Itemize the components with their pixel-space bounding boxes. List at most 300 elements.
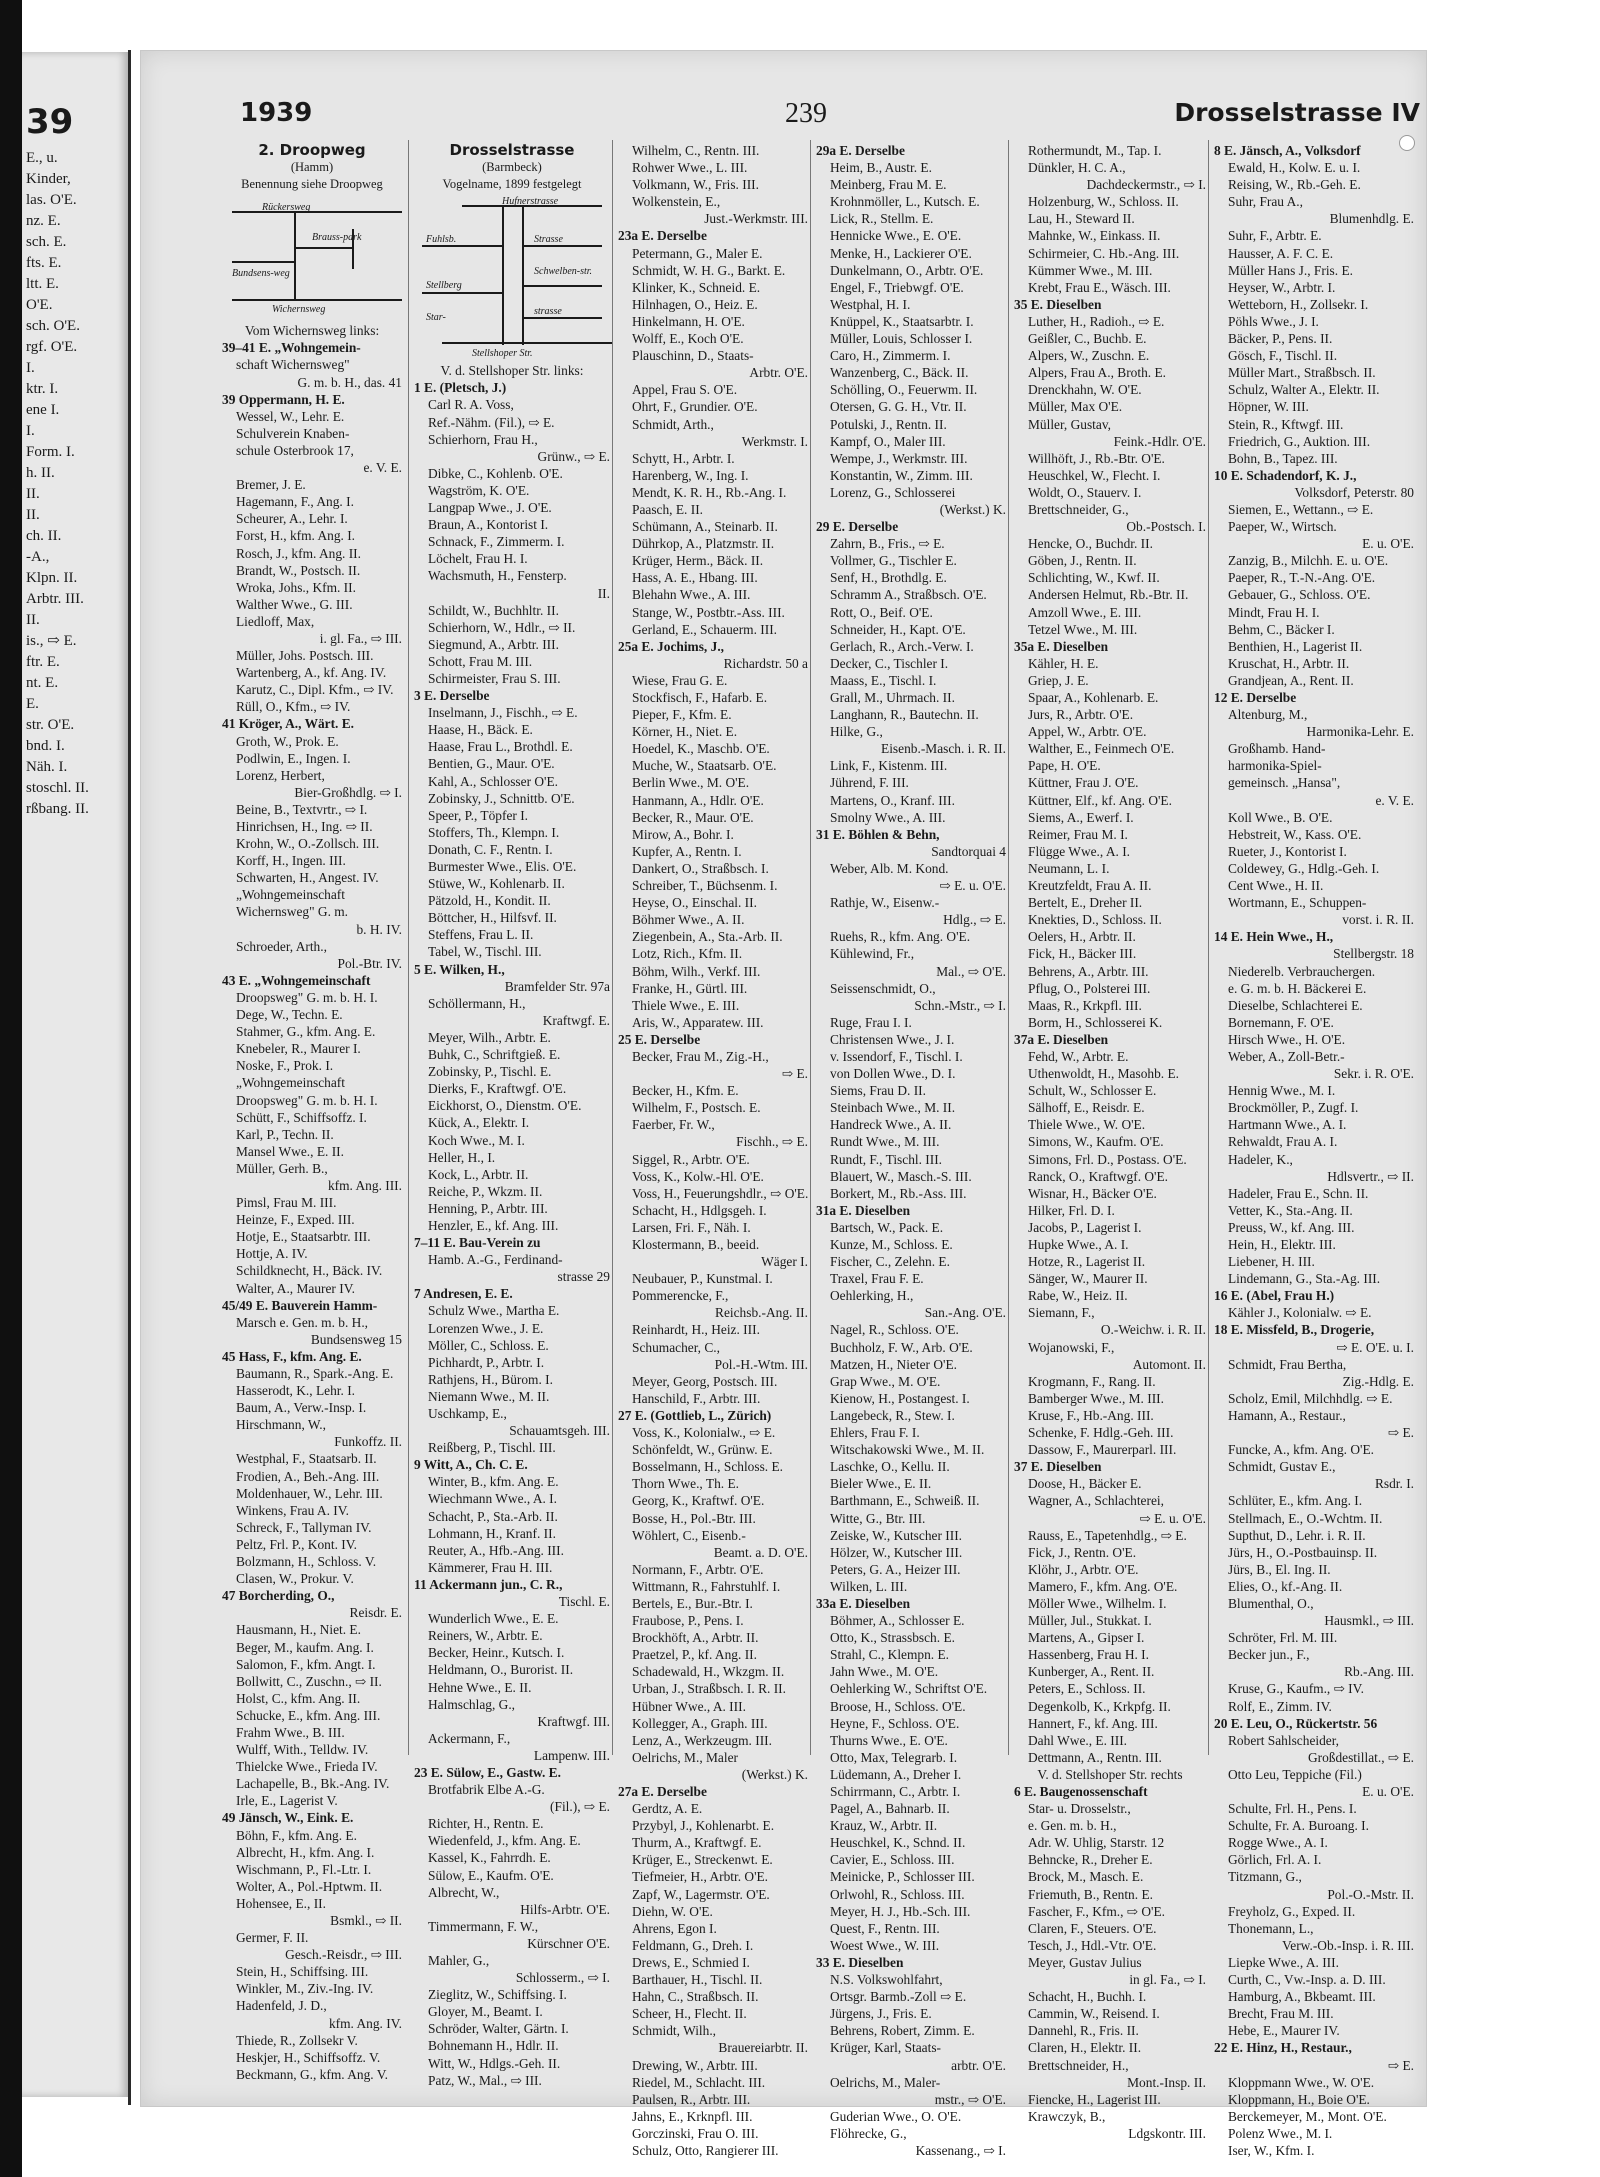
resident-entry: Großhamb. Hand- [1228, 741, 1326, 757]
resident-entry: Möller Wwe., Wilhelm. I. [1028, 1595, 1167, 1611]
resident-entry: Griep, J. E. [1028, 672, 1089, 688]
resident-entry: Kock, L., Arbtr. II. [428, 1166, 529, 1182]
resident-entry: Stange, W., Postbtr.-Ass. III. [632, 604, 785, 620]
column-1-entries [222, 322, 402, 2083]
resident-entry: Borm, H., Schlosserei K. [1028, 1014, 1163, 1030]
resident-entry: Rabe, W., Heiz. II. [1028, 1288, 1128, 1304]
resident-entry: Willhöft, J., Rb.-Btr. O'E. [1028, 450, 1165, 466]
resident-entry: Dibke, C., Kohlenb. O'E. [428, 465, 563, 481]
resident-entry: strasse 29 [557, 1269, 610, 1285]
resident-entry: (Fil.), ⇨ E. [550, 1799, 610, 1815]
resident-entry: E. u. O'E. [1362, 1784, 1414, 1799]
resident-entry: Schn.-Mstr., ⇨ I. [914, 997, 1006, 1013]
resident-entry: Frahm Wwe., B. III. [236, 1724, 345, 1740]
resident-entry: Guderian Wwe., O. O'E. [830, 2108, 962, 2124]
resident-entry: Timmermann, F. W., [428, 1918, 539, 1934]
resident-entry: Witte, G., Btr. III. [830, 1510, 926, 1526]
resident-entry: Zobinsky, P., Tischl. E. [428, 1064, 552, 1080]
resident-entry: Jührend, F. III. [830, 775, 909, 791]
resident-entry: Wolkenstein, E., [632, 194, 721, 210]
resident-entry: Behncke, R., Dreher E. [1028, 1852, 1153, 1868]
facing-page-line: I. [26, 423, 35, 439]
resident-entry: Hanschild, F., Arbtr. III. [632, 1390, 761, 1406]
resident-entry: Wiechmann Wwe., A. I. [428, 1491, 557, 1507]
resident-entry: Niederelb. Verbrauchergen. [1228, 963, 1376, 979]
facing-page-line: str. O'E. [26, 717, 75, 733]
resident-entry: von Dollen Wwe., D. I. [830, 1066, 956, 1082]
resident-entry: Buchholz, F. W., Arb. O'E. [830, 1339, 973, 1355]
resident-entry: Kupfer, A., Rentn. I. [632, 843, 742, 859]
resident-entry: Schütt, F., Schiffsoffz. I. [236, 1109, 367, 1125]
house-entry: 9 Witt, A., Ch. C. E. [414, 1457, 528, 1473]
resident-entry: Witschakowski Wwe., M. II. [830, 1442, 985, 1458]
resident-entry: Martens, A., Gipser I. [1028, 1630, 1145, 1646]
resident-entry: Reichsb.-Ang. II. [715, 1305, 808, 1321]
resident-entry: Oehlerking, H., [830, 1288, 914, 1304]
resident-entry: Titzmann, G., [1228, 1869, 1302, 1885]
resident-entry: Matzen, H., Nieter O'E. [830, 1356, 957, 1372]
resident-entry: Tesch, J., Hdl.-Vtr. O'E. [1028, 1937, 1157, 1953]
resident-entry: Schramm A., Straßbsch. O'E. [830, 587, 987, 603]
resident-entry: Buhk, C., Schriftgieß. E. [428, 1047, 561, 1063]
resident-entry: v. Issendorf, F., Tischl. I. [830, 1048, 963, 1064]
house-entry: 29a E. Derselbe [816, 143, 905, 158]
resident-entry: Schulte, Fr. A. Buroang. I. [1228, 1818, 1369, 1834]
resident-entry: Claren, H., Elektr. II. [1028, 2040, 1142, 2056]
column-6-entries [1214, 142, 1414, 2159]
resident-entry: Schreck, F., Tallyman IV. [236, 1519, 372, 1535]
resident-entry: Weber, Alb. M. Kond. [830, 860, 949, 876]
resident-entry: Haase, H., Bäck. E. [428, 722, 533, 738]
resident-entry: e. V. E. [363, 460, 402, 476]
resident-entry: Fehd, W., Arbtr. E. [1028, 1048, 1129, 1064]
resident-entry: Eickhorst, O., Dienstm. O'E. [428, 1098, 582, 1114]
resident-entry: Gloyer, M., Beamt. I. [428, 2004, 543, 2020]
resident-entry: schule Osterbrook 17, [236, 442, 354, 458]
resident-entry: Müller, Jul., Stukkat. I. [1028, 1613, 1152, 1629]
resident-entry: Klöhr, J., Arbtr. O'E. [1028, 1561, 1139, 1577]
resident-entry: Grandjean, A., Rent. II. [1228, 672, 1354, 688]
resident-entry: Fascher, F., Kfm., ⇨ O'E. [1028, 1903, 1165, 1919]
resident-entry: Bramfelder Str. 97a [504, 978, 610, 994]
resident-entry: Reinhardt, H., Heiz. III. [632, 1322, 760, 1338]
resident-entry: Bertels, E., Bur.-Btr. I. [632, 1595, 753, 1611]
resident-entry: Wulff, With., Telldw. IV. [236, 1742, 369, 1758]
resident-entry: Rauss, E., Tapetenhdlg., ⇨ E. [1028, 1527, 1187, 1543]
resident-entry: Automont. II. [1132, 1356, 1206, 1372]
resident-entry: Reißberg, P., Tischl. III. [428, 1440, 556, 1456]
resident-entry: Otersen, G. G. H., Vtr. II. [830, 399, 967, 415]
resident-entry: Funcke, A., kfm. Ang. O'E. [1228, 1442, 1374, 1458]
resident-entry: Schlüter, E., kfm. Ang. I. [1228, 1493, 1363, 1509]
resident-entry: Schauamtsgeh. III. [509, 1423, 610, 1439]
resident-entry: Vollmer, G., Tischler E. [830, 553, 957, 569]
resident-entry: Dieselbe, Schlachterei E. [1228, 997, 1363, 1013]
resident-entry: Mont.-Insp. II. [1127, 2074, 1206, 2090]
resident-entry: kfm. Ang. III. [327, 1177, 402, 1193]
resident-entry: Rogge Wwe., A. I. [1228, 1835, 1328, 1851]
resident-entry: Dahl Wwe., E. III. [1028, 1732, 1128, 1748]
resident-entry: Steinbach Wwe., M. II. [830, 1100, 956, 1116]
resident-entry: Bollwitt, C., Zuschn., ⇨ II. [236, 1673, 382, 1689]
resident-entry: Haase, Frau L., Brothdl. E. [428, 739, 573, 755]
resident-entry: Krebt, Frau E., Wäsch. III. [1028, 279, 1171, 295]
resident-entry: ⇨ E. u. O'E. [1139, 1510, 1206, 1526]
resident-entry: Wroka, Johs., Kfm. II. [236, 579, 356, 595]
resident-entry: Rsdr. I. [1374, 1476, 1414, 1492]
resident-entry: Hinrichsen, H., Ing. ⇨ II. [236, 819, 373, 834]
resident-entry: Hirsch Wwe., H. O'E. [1228, 1031, 1346, 1047]
resident-entry: „Wohngemeinschaft [236, 1075, 345, 1091]
resident-entry: Bremer, J. E. [236, 477, 306, 493]
resident-entry: Küttner, Elf., kf. Ang. O'E. [1028, 792, 1172, 808]
resident-entry: Klostermann, B., beeid. [632, 1237, 760, 1252]
resident-entry: Halmschlag, G., [428, 1696, 516, 1712]
house-entry: 11 Ackermann jun., C. R., [414, 1576, 563, 1592]
resident-entry: Lenz, A., Werkzeugm. III. [632, 1732, 772, 1748]
house-entry: 16 E. (Abel, Frau H.) [1214, 1288, 1335, 1304]
facing-page-line: O'E. [26, 297, 53, 313]
resident-entry: Ob.-Postsch. I. [1126, 519, 1206, 535]
resident-entry: Speer, P., Töpfer I. [428, 807, 528, 823]
facing-page-line: stoschl. II. [26, 780, 89, 796]
resident-entry: Hausser, A. F. C. E. [1228, 245, 1334, 261]
resident-entry: Liedloff, Max, [236, 613, 315, 629]
resident-entry: Siems, Frau D. II. [830, 1083, 926, 1099]
resident-entry: Hencke, O., Buchdr. II. [1028, 536, 1153, 552]
resident-entry: Wessel, W., Lehr. E. [236, 408, 345, 424]
resident-entry: Jahns, E., Krknpfl. III. [632, 2108, 753, 2124]
resident-entry: Caro, H., Zimmerm. I. [830, 348, 951, 364]
resident-entry: Schacht, H., Buchh. I. [1028, 1989, 1147, 2005]
resident-entry: Meyer, Wilh., Arbtr. E. [428, 1029, 551, 1045]
resident-entry: Schulverein Knaben- [236, 425, 350, 441]
resident-entry: Harenberg, W., Ing. I. [632, 467, 749, 483]
resident-entry: Schmidt, Arth., [632, 416, 714, 432]
resident-entry: Simons, W., Kaufm. O'E. [1028, 1134, 1164, 1150]
resident-entry: Lotz, Rich., Kfm. II. [632, 946, 743, 962]
resident-entry: Hebe, E., Maurer IV. [1228, 2023, 1340, 2039]
resident-entry: Frodien, A., Beh.-Ang. III. [236, 1468, 380, 1484]
resident-entry: Bsmkl., ⇨ II. [330, 1913, 402, 1928]
column-3 [618, 142, 808, 2159]
resident-entry: Podlwin, E., Ingen. I. [236, 750, 351, 766]
resident-entry: O.-Weichw. i. R. II. [1100, 1322, 1206, 1338]
punch-hole [1399, 135, 1415, 151]
resident-entry: Sänger, W., Maurer II. [1028, 1271, 1148, 1287]
resident-entry: Hannert, F., kf. Ang. III. [1028, 1715, 1158, 1731]
resident-entry: Albrecht, H., kfm. Ang. I. [236, 1844, 375, 1860]
facing-page-line: rgf. O'E. [26, 339, 78, 355]
resident-entry: Schnack, F., Zimmerm. I. [428, 534, 565, 550]
resident-entry: Wichernsweg" G. m. [236, 904, 349, 920]
resident-entry: Jurs, R., Arbtr. O'E. [1028, 707, 1134, 723]
resident-entry: Clasen, W., Prokur. V. [236, 1571, 354, 1587]
facing-page-line: ktr. I. [26, 381, 59, 397]
resident-entry: Gösch, F., Tischl. II. [1228, 348, 1338, 364]
resident-entry: Hoedel, K., Maschb. O'E. [632, 741, 770, 757]
resident-entry: Gerland, E., Schauerm. III. [632, 621, 778, 637]
resident-entry: Schenke, F. Hdlg.-Geh. III. [1028, 1425, 1174, 1441]
resident-entry: Brecht, Frau M. III. [1228, 2006, 1334, 2022]
resident-entry: Kloppmann, H., Boie O'E. [1228, 2091, 1370, 2107]
resident-entry: Kühlewind, Fr., [830, 946, 915, 962]
resident-entry: Zig.-Hdlg. E. [1342, 1373, 1414, 1389]
resident-entry: Quest, F., Rentn. III. [830, 1920, 940, 1936]
resident-entry: Schirmeister, Frau S. III. [428, 670, 561, 686]
resident-entry: Krogmann, F., Rang. II. [1028, 1373, 1156, 1389]
resident-entry: Schümann, A., Steinarb. II. [632, 519, 778, 535]
resident-entry: Schadewald, H., Wkzgm. II. [632, 1664, 785, 1680]
resident-entry: Dettmann, A., Rentn. III. [1028, 1749, 1162, 1765]
facing-page-line: ltt. E. [26, 276, 59, 292]
resident-entry: G. m. b. H., das. 41 [297, 374, 402, 390]
resident-entry: Zieglitz, W., Schiffsing. I. [428, 1987, 567, 2003]
resident-entry: Scheer, H., Flecht. II. [632, 2006, 747, 2022]
resident-entry: Weber, A., Zoll-Betr.- [1228, 1048, 1345, 1064]
resident-entry: Baumann, R., Spark.-Ang. E. [236, 1366, 394, 1381]
resident-entry: Wilken, L. III. [830, 1578, 908, 1594]
map-label: Fuhlsb. [426, 234, 457, 246]
resident-entry: Hamburg, A., Bkbeamt. III. [1228, 1989, 1376, 2005]
resident-entry: Maas, R., Krkpfl. III. [1028, 997, 1142, 1013]
resident-entry: Elies, O., kf.-Ang. II. [1228, 1578, 1343, 1594]
resident-entry: Wortmann, E., Schuppen- [1228, 895, 1367, 911]
resident-entry: Hennig Wwe., M. I. [1228, 1083, 1336, 1099]
resident-entry: Maass, E., Tischl. I. [830, 672, 937, 688]
resident-entry: Böttcher, H., Hilfsvf. II. [428, 910, 557, 926]
resident-entry: Germer, F. II. [236, 1930, 309, 1946]
resident-entry: Siems, A., Ewerf. I. [1028, 809, 1134, 825]
resident-entry: Ackermann, F., [428, 1730, 511, 1746]
resident-entry: Thielcke Wwe., Frieda IV. [236, 1759, 378, 1775]
resident-entry: Hadeler, Frau E., Schn. II. [1228, 1185, 1369, 1201]
resident-entry: Hottje, A. IV. [236, 1246, 308, 1262]
resident-entry: Dachdeckermstr., ⇨ I. [1086, 177, 1206, 193]
resident-entry: Kassenang., ⇨ I. [915, 2142, 1006, 2158]
resident-entry: Mal., ⇨ O'E. [936, 963, 1006, 979]
resident-entry: Behm, C., Bäcker I. [1228, 621, 1335, 637]
resident-entry: Krohnmöller, L., Kutsch. E. [830, 194, 980, 210]
resident-entry: Mamero, F., kfm. Ang. O'E. [1028, 1578, 1178, 1594]
resident-entry: Oelrichs, M., Maler- [830, 2074, 941, 2090]
resident-entry: Langhann, R., Bautechn. II. [830, 707, 979, 723]
resident-entry: Stellmach, E., O.-Wchtm. II. [1228, 1510, 1383, 1526]
resident-entry: Lampenw. III. [533, 1747, 610, 1763]
resident-entry: Geißler, C., Buchb. E. [1028, 331, 1147, 347]
house-entry: 8 E. Jänsch, A., Volksdorf [1214, 143, 1361, 158]
resident-entry: Knebeler, R., Maurer I. [236, 1041, 361, 1057]
resident-entry: Walther, E., Feinmech O'E. [1028, 741, 1175, 757]
resident-entry: N.S. Volkswohlfahrt, [830, 1972, 943, 1988]
resident-entry: Zeiske, W., Kutscher III. [830, 1527, 963, 1543]
house-entry: 39–41 E. „Wohngemein- [222, 340, 361, 356]
resident-entry: Hass, A. E., Hbang. III. [632, 570, 758, 586]
resident-entry: schaft Wichernsweg" [236, 357, 350, 373]
resident-entry: Feldmann, G., Dreh. I. [632, 1937, 754, 1953]
resident-entry: ⇨ E. [1387, 1425, 1414, 1441]
column-rule [810, 140, 811, 1755]
resident-entry: Schölling, O., Feuerwm. II. [830, 382, 978, 398]
resident-entry: Becker, R., Maur. O'E. [632, 809, 754, 825]
resident-entry: Kämmerer, Frau H. III. [428, 1559, 553, 1575]
resident-entry: Stein, R., Kftwgf. III. [1228, 416, 1344, 432]
house-entry: 33 E. Dieselben [816, 1954, 904, 1970]
column-4 [816, 142, 1006, 2159]
resident-entry: Ruehs, R., kfm. Ang. O'E. [830, 929, 971, 945]
resident-entry: Hilker, Frl. D. I. [1028, 1202, 1115, 1218]
resident-entry: Kück, A., Elektr. I. [428, 1115, 530, 1131]
house-entry: 45 Hass, F., kfm. Ang. E. [222, 1348, 362, 1364]
resident-entry: Kloppmann Wwe., W. O'E. [1228, 2074, 1375, 2090]
resident-entry: Rb.-Ang. III. [1344, 1664, 1414, 1680]
street-note-droopweg: Benennung siehe Droopweg [241, 177, 383, 192]
resident-entry: Spaar, A., Kohlenarb. E. [1028, 690, 1159, 705]
resident-entry: Knüppel, K., Staatsarbtr. I. [830, 313, 974, 329]
resident-entry: Schytt, H., Arbtr. I. [632, 450, 735, 466]
resident-entry: Arbtr. O'E. [749, 365, 808, 381]
resident-entry: Schlosserm., ⇨ I. [515, 1970, 610, 1986]
resident-entry: Müller, Max O'E. [1028, 399, 1123, 415]
resident-entry: Stahmer, G., kfm. Ang. E. [236, 1024, 376, 1040]
facing-page-line: nz. E. [26, 213, 61, 229]
resident-entry: Hohensee, E., II. [236, 1895, 326, 1911]
resident-entry: ⇨ E. O'E. u. I. [1336, 1339, 1414, 1355]
resident-entry: Thiele Wwe., E. III. [632, 997, 740, 1013]
resident-entry: Meyer, Georg, Postsch. III. [632, 1373, 778, 1389]
resident-entry: Zobinsky, J., Schnittb. O'E. [428, 790, 575, 806]
house-entry: 31 E. Böhlen & Behn, [816, 826, 940, 842]
resident-entry: Alpers, Frau A., Broth. E. [1028, 365, 1166, 381]
resident-entry: Westphal, H. I. [830, 296, 911, 312]
resident-entry: Jacobs, P., Lagerist I. [1028, 1219, 1142, 1235]
resident-entry: Wolff, E., Koch O'E. [632, 331, 744, 347]
resident-entry: Richardstr. 50 a [723, 655, 808, 671]
resident-entry: Brockhöft, A., Arbtr. II. [632, 1630, 759, 1646]
resident-entry: Kreutzfeldt, Frau A. II. [1028, 878, 1152, 894]
resident-entry: Rosch, J., kfm. Ang. II. [236, 545, 361, 561]
resident-entry: Pimsl, Frau M. III. [236, 1195, 337, 1211]
resident-entry: Paeper, R., T.-N.-Ang. O'E. [1228, 570, 1376, 586]
resident-entry: Ldgskontr. III. [1128, 2125, 1206, 2141]
resident-entry: Andersen Helmut, Rb.-Btr. II. [1028, 587, 1189, 603]
facing-page-line: ch. II. [26, 528, 62, 544]
resident-entry: Nagel, R., Schloss. O'E. [830, 1322, 959, 1338]
resident-entry: Plauschinn, D., Staats- [632, 348, 754, 364]
map-label: Bundsens-weg [232, 268, 290, 280]
resident-entry: Brockmöller, P., Zugf. I. [1228, 1100, 1359, 1116]
resident-entry: Heim, B., Austr. E. [830, 160, 932, 176]
house-entry: 41 Kröger, A., Wärt. E. [222, 716, 355, 732]
map-label: strasse [534, 306, 562, 318]
map-label: Stellshoper Str. [472, 348, 533, 360]
map-label: Stellberg [426, 280, 462, 292]
resident-entry: Degenkolb, K., Krkpfg. II. [1028, 1698, 1171, 1714]
resident-entry: Schildt, W., Buchhltr. II. [428, 602, 559, 618]
resident-entry: Beine, B., Textvrtr., ⇨ I. [236, 801, 368, 817]
resident-entry: Traxel, Frau F. E. [830, 1271, 924, 1287]
resident-entry: Heinze, F., Exped. III. [236, 1212, 355, 1228]
resident-entry: harmonika-Spiel- [1228, 758, 1322, 774]
resident-entry: Cent Wwe., H. II. [1228, 878, 1324, 894]
resident-entry: Coldewey, G., Hdlg.-Geh. I. [1228, 860, 1380, 876]
resident-entry: ⇨ E. u. O'E. [939, 878, 1006, 894]
resident-entry: Schröter, Frl. M. III. [1228, 1630, 1338, 1646]
resident-entry: Jahn Wwe., M. O'E. [830, 1664, 939, 1680]
map-label: Wichernsweg [272, 304, 326, 316]
resident-entry: Blehahn Wwe., A. III. [632, 587, 751, 603]
resident-entry: Korff, H., Ingen. III. [236, 853, 346, 869]
resident-entry: Martens, O., Kranf. III. [830, 792, 955, 808]
resident-entry: Christensen Wwe., J. I. [830, 1031, 955, 1047]
resident-entry: Sandtorquai 4 [931, 843, 1006, 859]
column-5 [1014, 142, 1206, 2142]
resident-entry: Richter, H., Rentn. E. [428, 1816, 544, 1832]
resident-entry: Meyer, Gustav Julius [1028, 1954, 1142, 1970]
resident-entry: Przybyl, J., Kohlenarbt. E. [632, 1818, 775, 1834]
resident-entry: Kümmer Wwe., M. III. [1028, 262, 1153, 278]
resident-entry: Jürgens, J., Fris. E. [830, 2006, 932, 2022]
resident-entry: Voss, K., Kolw.-Hl. O'E. [632, 1168, 764, 1184]
resident-entry: Cammin, W., Reisend. I. [1028, 2006, 1160, 2022]
resident-entry: Brauereiarbtr. II. [718, 2040, 808, 2056]
resident-entry: Rehwaldt, Frau A. I. [1228, 1134, 1338, 1150]
resident-entry: Kunze, M., Schloss. E. [830, 1237, 953, 1252]
resident-entry: Pagel, A., Bahnarb. II. [830, 1801, 950, 1817]
resident-entry: Burmester Wwe., Elis. O'E. [428, 859, 577, 874]
resident-entry: Lorenz, G., Schlosserei [830, 484, 956, 500]
resident-entry: Brandt, W., Postsch. II. [236, 562, 361, 578]
resident-entry: Schulz Wwe., Martha E. [428, 1303, 560, 1319]
resident-entry: Schönfeldt, W., Grünw. E. [632, 1442, 773, 1458]
resident-entry: Knekties, D., Schloss. II. [1028, 912, 1162, 928]
resident-entry: Krohn, W., O.-Zollsch. III. [236, 836, 380, 852]
resident-entry: Werkmstr. I. [741, 433, 808, 449]
resident-entry: Dührkop, A., Platzmstr. II. [632, 536, 775, 552]
resident-entry: Handreck Wwe., A. II. [830, 1117, 952, 1133]
resident-entry: Heller, H., I. [428, 1149, 496, 1165]
resident-entry: Witt, W., Hdlgs.-Geh. II. [428, 2055, 561, 2071]
resident-entry: arbtr. O'E. [951, 2057, 1006, 2073]
resident-entry: Kähler J., Kolonialw. ⇨ E. [1228, 1305, 1372, 1321]
resident-entry: Wetteborn, H., Zollsekr. I. [1228, 296, 1369, 312]
facing-page-line: II. [26, 486, 40, 502]
resident-entry: Löchelt, Frau H. I. [428, 551, 528, 567]
resident-entry: Stein, H., Schiffsing. III. [236, 1964, 369, 1980]
resident-entry: Paeper, W., Wirtsch. [1228, 519, 1337, 535]
facing-page-line: E. [26, 696, 39, 712]
resident-entry: Kahl, A., Schlosser O'E. [428, 773, 558, 789]
resident-entry: Schmidt, Frau Bertha, [1228, 1356, 1347, 1372]
resident-entry: Wittmann, R., Fahrstuhlf. I. [632, 1578, 781, 1594]
resident-entry: Mahnke, W., Einkass. II. [1028, 228, 1161, 244]
resident-entry: Hanmann, A., Hdlr. O'E. [632, 792, 764, 808]
resident-entry: Mansel Wwe., E. II. [236, 1143, 344, 1159]
resident-entry: Schildknecht, H., Bäck. IV. [236, 1263, 383, 1279]
resident-entry: Meinberg, Frau M. E. [830, 177, 947, 193]
resident-entry: Schacht, P., Sta.-Arb. II. [428, 1508, 558, 1524]
resident-entry: Donath, C. F., Rentn. I. [428, 841, 553, 857]
house-entry: 14 E. Hein Wwe., H., [1214, 929, 1334, 945]
resident-entry: Reiche, P., Wkzm. II. [428, 1183, 543, 1199]
resident-entry: Reiners, W., Arbtr. E. [428, 1628, 543, 1644]
resident-entry: Orlwohl, R., Schloss. III. [830, 1886, 965, 1902]
house-entry: 22 E. Hinz, H., Restaur., [1214, 2040, 1352, 2056]
resident-entry: Wagner, A., Schlachterei, [1028, 1493, 1164, 1509]
house-entry: 7 Andresen, E. E. [414, 1286, 513, 1302]
resident-entry: Mahler, G., [428, 1953, 490, 1968]
resident-entry: Kähler, H. E. [1028, 655, 1099, 671]
